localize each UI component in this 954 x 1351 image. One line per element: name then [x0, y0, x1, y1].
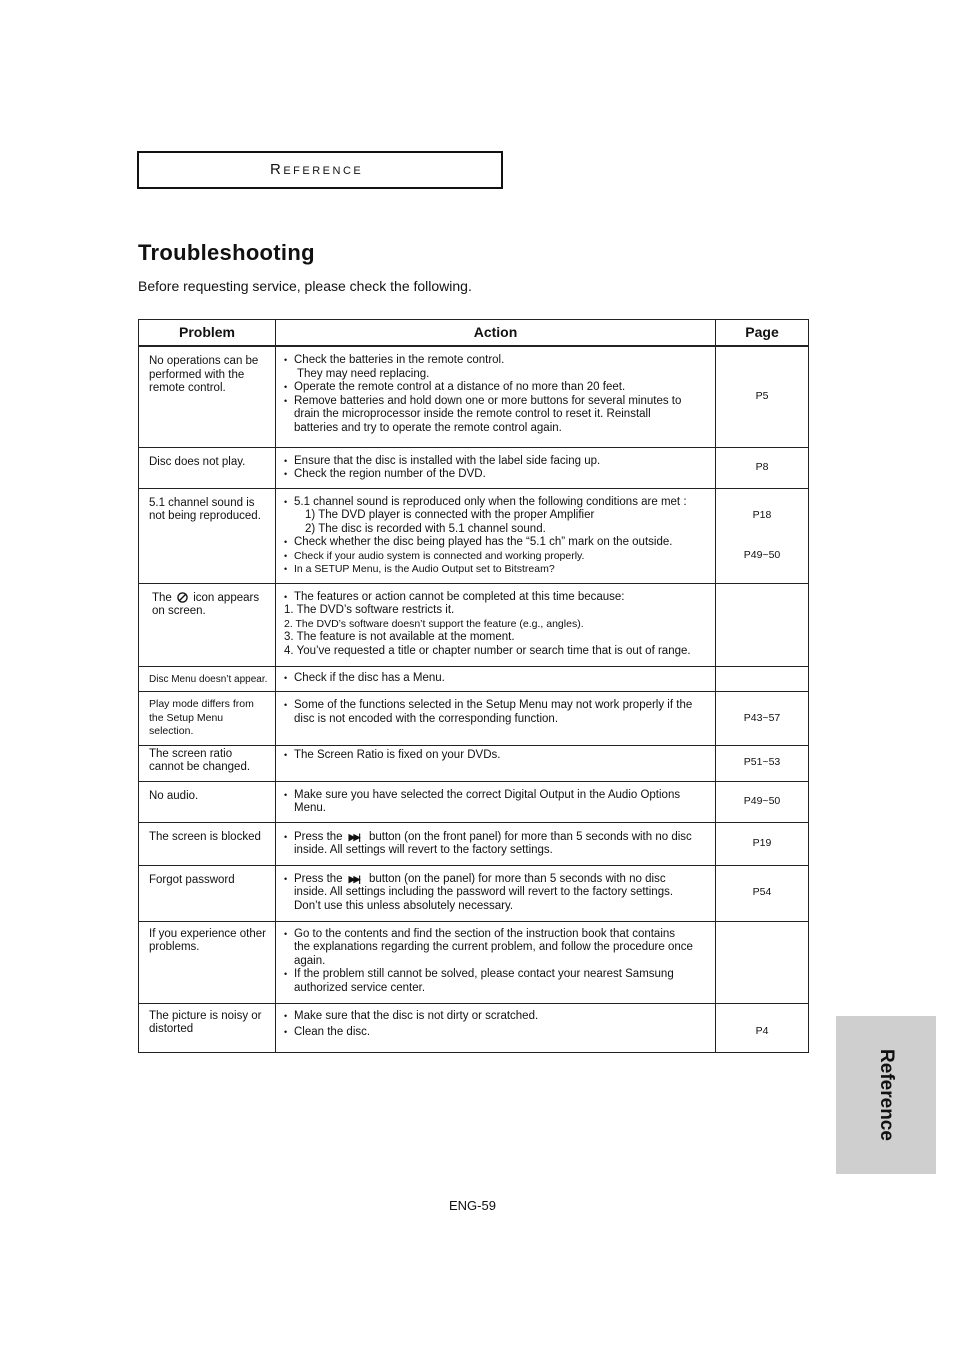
- action-line: • Clean the disc.: [284, 1026, 705, 1040]
- problem-cell: [139, 583, 276, 666]
- page-ref: P18: [752, 509, 772, 521]
- problem-line: Disc Menu doesn’t appear.: [149, 673, 268, 685]
- action-line: the explanations regarding the current problem, and follow the procedure once: [294, 941, 693, 953]
- action-line: • Some of the functions selected in the Setup Menu may not work properly if the: [284, 699, 705, 713]
- problem-line: No operations can be: [149, 355, 259, 367]
- problem-cell: [139, 745, 276, 781]
- page-ref: P54: [752, 886, 772, 899]
- problem-line: performed with the: [149, 368, 245, 381]
- table-row: [139, 781, 809, 822]
- action-line: again.: [294, 954, 326, 967]
- action-line: 3. The feature is not available at the moment.: [284, 631, 515, 643]
- action-line: 2) The disc is recorded with 5.1 channel sound.: [305, 522, 546, 535]
- problem-line: If you experience other: [149, 927, 266, 940]
- section-header-box: [137, 151, 503, 189]
- header-problem: Problem: [139, 320, 276, 347]
- page-ref: P49~50: [743, 548, 781, 561]
- page-subtitle: Before requesting service, please check the following.: [138, 278, 472, 294]
- skip-button-icon: ▶▶|: [348, 873, 359, 884]
- table-row: [139, 865, 809, 921]
- action-line: • Go to the contents and find the section of the instruction book that contains: [284, 928, 705, 942]
- action-line: [284, 873, 705, 887]
- action-line: [284, 831, 705, 845]
- action-line: 4. You’ve requested a title or chapter number or search time that is out of range.: [284, 644, 691, 657]
- problem-line: Disc does not play.: [149, 455, 246, 468]
- header-action: Action: [276, 320, 716, 347]
- action-line: • The Screen Ratio is fixed on your DVDs.: [284, 749, 705, 763]
- prohibited-icon: [177, 592, 188, 603]
- action-cell: [276, 583, 716, 666]
- page-cell: [716, 346, 809, 447]
- page-number: ENG-59: [449, 1198, 496, 1213]
- table-header-row: [139, 320, 809, 347]
- problem-cell: [139, 1003, 276, 1052]
- table-row: [139, 447, 809, 488]
- problem-line: distorted: [149, 1023, 194, 1035]
- section-header-label: Reference: [270, 161, 364, 178]
- problem-cell: [139, 346, 276, 447]
- action-line: • Check if your audio system is connected and working properly.: [284, 550, 705, 564]
- action-cell: [276, 666, 716, 692]
- action-line: disc is not encoded with the corresponding function.: [294, 712, 559, 725]
- problem-cell: [139, 781, 276, 822]
- action-line: • Operate the remote control at a distance of no more than 20 feet.: [284, 381, 705, 395]
- problem-line: problems.: [149, 941, 200, 953]
- problem-line: The picture is noisy or: [149, 1009, 262, 1022]
- action-line: • Check whether the disc being played has the “5.1 ch” mark on the outside.: [284, 536, 705, 550]
- problem-cell: [139, 822, 276, 865]
- table-row: [139, 583, 809, 666]
- page-cell: [716, 865, 809, 921]
- problem-line: on screen.: [152, 605, 206, 617]
- table-row: [139, 666, 809, 692]
- page-ref: P19: [752, 836, 772, 849]
- table-row: [139, 921, 809, 1003]
- page-ref: P5: [755, 390, 769, 402]
- problem-text: The: [152, 591, 172, 604]
- action-cell: [276, 781, 716, 822]
- action-line: • Ensure that the disc is installed with the label side facing up.: [284, 455, 705, 469]
- page-ref: P4: [755, 1025, 769, 1037]
- table-row: [139, 745, 809, 781]
- problem-cell: [139, 447, 276, 488]
- problem-line: remote control.: [149, 382, 226, 394]
- action-line: • Check the batteries in the remote control.: [284, 354, 705, 368]
- action-line: 1. The DVD’s software restricts it.: [284, 604, 455, 616]
- page-cell: [716, 488, 809, 583]
- problem-cell: [139, 666, 276, 692]
- page-cell: [716, 921, 809, 1003]
- action-text: button (on the panel) for more than 5 seconds with no disc: [368, 872, 666, 885]
- side-section-tab: [836, 1016, 936, 1174]
- page-ref: P8: [755, 460, 769, 473]
- skip-button-icon: ▶▶|: [348, 831, 359, 842]
- problem-cell: [139, 921, 276, 1003]
- problem-cell: [139, 692, 276, 746]
- side-tab-label: Reference: [876, 1049, 897, 1141]
- problem-line: the Setup Menu: [149, 711, 224, 724]
- problem-line: No audio.: [149, 789, 199, 802]
- action-cell: [276, 447, 716, 488]
- table-row: [139, 822, 809, 865]
- action-line: • In a SETUP Menu, is the Audio Output set to Bitstream?: [284, 563, 705, 577]
- table-row: [139, 1003, 809, 1052]
- problem-cell: [139, 488, 276, 583]
- action-cell: [276, 822, 716, 865]
- action-line: They may need replacing.: [297, 367, 430, 380]
- action-cell: [276, 1003, 716, 1052]
- action-line: • Check if the disc has a Menu.: [284, 672, 705, 686]
- action-cell: [276, 921, 716, 1003]
- problem-line: cannot be changed.: [149, 761, 251, 773]
- problem-line: The screen is blocked: [149, 830, 261, 843]
- problem-line: selection.: [149, 725, 194, 737]
- action-line: batteries and try to operate the remote control again.: [294, 421, 562, 434]
- problem-line: 5.1 channel sound is: [149, 496, 255, 509]
- troubleshooting-table: [138, 319, 809, 1053]
- action-text: button (on the front panel) for more than 5 seconds with no disc: [368, 830, 692, 843]
- action-text: Press the: [294, 830, 343, 843]
- problem-text: icon appears: [193, 591, 260, 604]
- action-cell: [276, 865, 716, 921]
- page-ref: P51~53: [743, 756, 781, 769]
- page-cell: [716, 1003, 809, 1052]
- page-ref: P43~57: [743, 711, 781, 724]
- action-line: authorized service center.: [294, 981, 426, 994]
- action-line: Menu.: [294, 802, 326, 814]
- action-line: • Make sure that the disc is not dirty or scratched.: [284, 1010, 705, 1024]
- problem-line: The screen ratio: [149, 747, 233, 760]
- action-line: 1) The DVD player is connected with the proper Amplifier: [305, 509, 595, 521]
- table-row: [139, 488, 809, 583]
- table-row: [139, 692, 809, 746]
- action-cell: [276, 346, 716, 447]
- page-title: Troubleshooting: [138, 240, 315, 265]
- page-cell: [716, 692, 809, 746]
- action-line: • Make sure you have selected the correct Digital Output in the Audio Options: [284, 789, 705, 803]
- page-ref: P49~50: [743, 794, 781, 807]
- header-page: Page: [716, 320, 809, 347]
- action-line: • Check the region number of the DVD.: [284, 468, 705, 482]
- page-cell: [716, 583, 809, 666]
- action-line: inside. All settings will revert to the factory settings.: [294, 844, 553, 856]
- action-cell: [276, 745, 716, 781]
- problem-line: Play mode differs from: [149, 698, 254, 710]
- action-line: • If the problem still cannot be solved, please contact your nearest Samsung: [284, 968, 705, 982]
- action-text: Press the: [294, 872, 343, 885]
- page-cell: [716, 447, 809, 488]
- problem-line: not being reproduced.: [149, 510, 261, 522]
- problem-cell: [139, 865, 276, 921]
- page-cell: [716, 745, 809, 781]
- page-cell: [716, 822, 809, 865]
- action-line: inside. All settings including the password will revert to the factory settings.: [294, 886, 674, 898]
- action-line: drain the microprocessor inside the remote control to reset it. Reinstall: [294, 408, 651, 420]
- page-cell: [716, 781, 809, 822]
- problem-line: Forgot password: [149, 873, 235, 886]
- action-line: Don’t use this unless absolutely necessary.: [294, 899, 514, 912]
- action-cell: [276, 488, 716, 583]
- problem-line: [152, 592, 269, 606]
- action-cell: [276, 692, 716, 746]
- action-line: • Remove batteries and hold down one or more buttons for several minutes to: [284, 395, 705, 409]
- action-line: 2. The DVD’s software doesn’t support the feature (e.g., angles).: [284, 617, 584, 630]
- action-line: • 5.1 channel sound is reproduced only when the following conditions are met :: [284, 496, 705, 510]
- action-line: • The features or action cannot be completed at this time because:: [284, 591, 705, 605]
- page-cell: [716, 666, 809, 692]
- table-row: [139, 346, 809, 447]
